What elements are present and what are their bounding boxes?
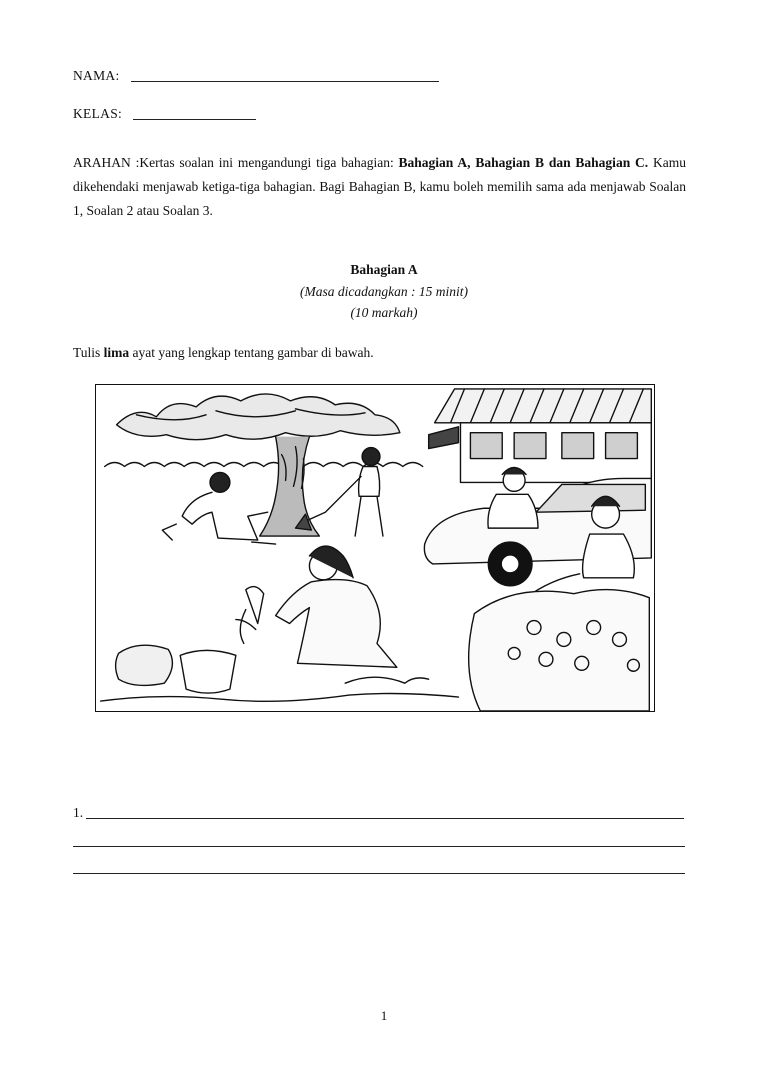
page-number: 1	[380, 1008, 388, 1023]
instructions-sections: Bahagian A, Bahagian B dan Bahagian C.	[398, 155, 649, 170]
flower-bed	[469, 590, 650, 711]
boy-raking	[295, 448, 382, 536]
name-label: NAMA:	[73, 68, 120, 83]
name-field	[73, 68, 120, 84]
woman-planting	[236, 546, 397, 667]
instructions-paragraph	[73, 151, 686, 223]
house	[429, 389, 652, 482]
instructions-prefix: ARAHAN :Kertas soalan ini mengandungi tiga bahagian:	[73, 155, 399, 170]
section-marks: (10 markah)	[350, 305, 418, 320]
bag	[116, 645, 173, 685]
answer-number: 1.	[73, 805, 84, 820]
bucket	[180, 650, 236, 693]
answer-line-1[interactable]	[86, 818, 684, 819]
name-blank[interactable]	[131, 81, 439, 82]
section-time: (Masa dicadangkan : 15 minit)	[300, 284, 468, 299]
task-prefix: Tulis	[73, 345, 104, 360]
answer-line-2[interactable]	[73, 846, 685, 847]
instructions-rest: Kamu dikehendaki menjawab ketiga-tiga bahagian. Bagi Bahagian B, kamu boleh memilih sama ada menjawab Soalan 1, Soalan 2 atau Soalan 3.	[73, 155, 687, 218]
class-blank[interactable]	[133, 119, 256, 120]
class-label: KELAS:	[73, 106, 123, 121]
tree-trunk	[260, 437, 320, 536]
boy-squatting	[162, 472, 275, 544]
section-title: Bahagian A	[350, 262, 418, 277]
answer-line-3[interactable]	[73, 873, 685, 874]
gotong-royong-scene-illustration	[96, 385, 654, 711]
task-suffix: ayat yang lengkap tentang gambar di bawah.	[129, 345, 374, 360]
task-bold: lima	[103, 345, 130, 360]
class-field	[73, 106, 122, 122]
scene-illustration	[95, 384, 655, 712]
task-instruction	[73, 345, 374, 361]
